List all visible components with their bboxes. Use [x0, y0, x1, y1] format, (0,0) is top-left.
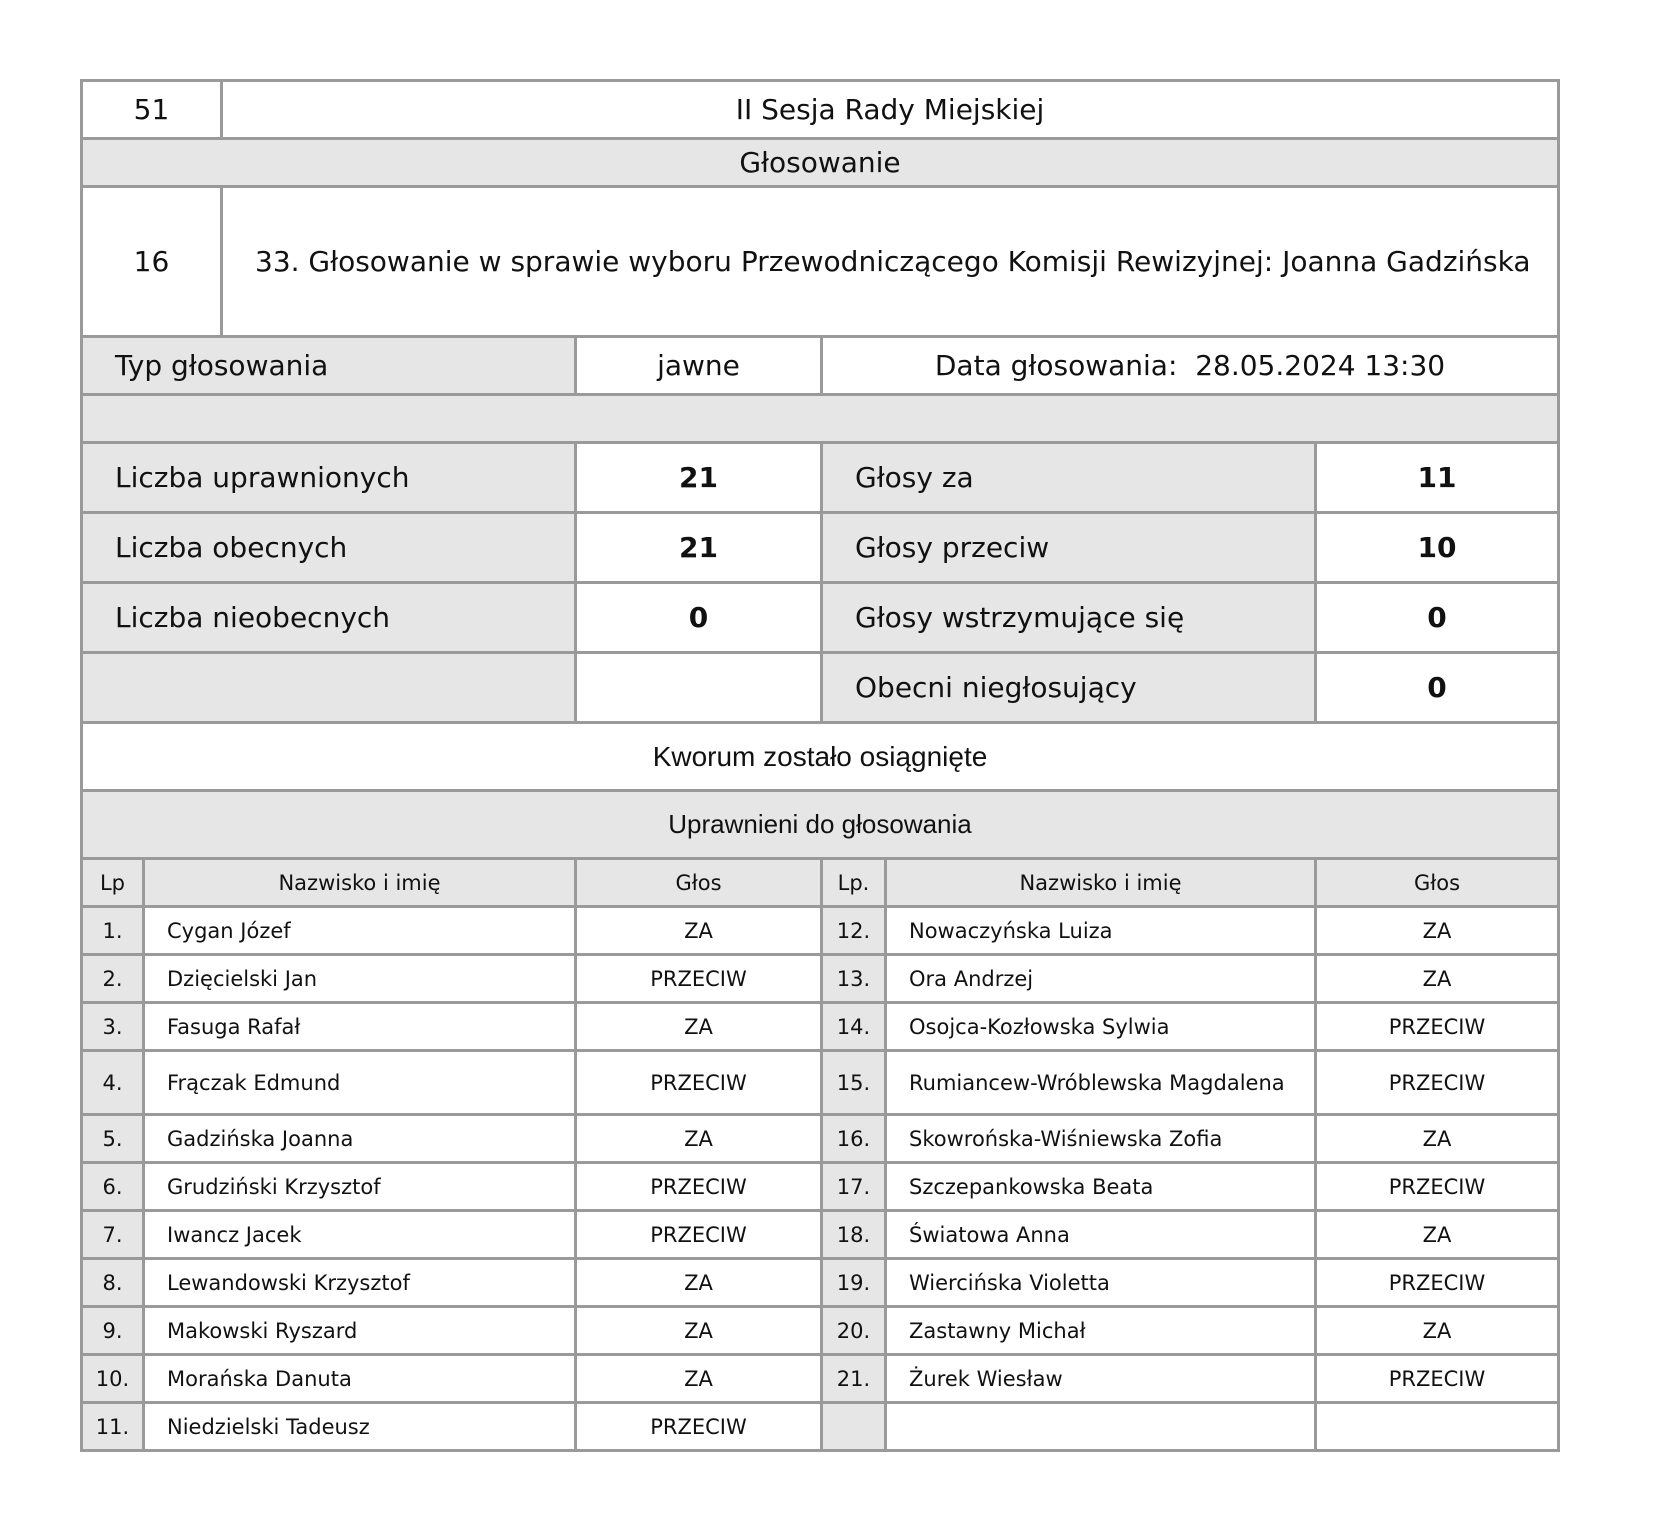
empty-cell [82, 653, 576, 723]
list-title: Uprawnieni do głosowania [82, 791, 1559, 859]
voter-lp: 11. [82, 1403, 144, 1451]
spacer-row [82, 395, 1559, 443]
voter-vote: ZA [1316, 907, 1559, 955]
voter-vote: ZA [576, 907, 822, 955]
voter-name: Makowski Ryszard [144, 1307, 576, 1355]
voter-lp: 8. [82, 1259, 144, 1307]
voter-vote: PRZECIW [1316, 1163, 1559, 1211]
voter-rows [82, 907, 1559, 1451]
voter-name: Żurek Wiesław [886, 1355, 1316, 1403]
voter-vote: PRZECIW [576, 1163, 822, 1211]
col-lp-left: Lp [82, 859, 144, 907]
voter-vote: ZA [576, 1259, 822, 1307]
absent-label: Liczba nieobecnych [82, 583, 576, 653]
session-title: II Sesja Rady Miejskiej [222, 81, 1559, 139]
table-row [82, 1163, 1559, 1211]
voter-lp: 1. [82, 907, 144, 955]
present-label: Liczba obecnych [82, 513, 576, 583]
voter-lp: 16. [822, 1115, 886, 1163]
empty-cell [576, 653, 822, 723]
table-row [82, 907, 1559, 955]
voter-vote: PRZECIW [1316, 1355, 1559, 1403]
votes-abstain-label: Głosy wstrzymujące się [822, 583, 1316, 653]
voter-vote: PRZECIW [1316, 1003, 1559, 1051]
voter-lp: 9. [82, 1307, 144, 1355]
voter-vote: PRZECIW [576, 1051, 822, 1115]
table-row [82, 1307, 1559, 1355]
col-vote-right: Głos [1316, 859, 1559, 907]
voter-lp: 18. [822, 1211, 886, 1259]
voter-name: Nowaczyńska Luiza [886, 907, 1316, 955]
voter-vote: ZA [1316, 1211, 1559, 1259]
voter-lp: 19. [822, 1259, 886, 1307]
voter-name: Morańska Danuta [144, 1355, 576, 1403]
nonvoting-value: 0 [1316, 653, 1559, 723]
vote-number: 16 [82, 187, 222, 337]
voter-lp: 13. [822, 955, 886, 1003]
vote-type-value: jawne [576, 337, 822, 395]
voter-lp: 14. [822, 1003, 886, 1051]
session-number: 51 [82, 81, 222, 139]
voter-name: Lewandowski Krzysztof [144, 1259, 576, 1307]
eligible-value: 21 [576, 443, 822, 513]
voter-name: Skowrońska-Wiśniewska Zofia [886, 1115, 1316, 1163]
voter-vote: ZA [576, 1307, 822, 1355]
voter-vote: PRZECIW [576, 955, 822, 1003]
votes-against-label: Głosy przeciw [822, 513, 1316, 583]
voter-vote: ZA [1316, 955, 1559, 1003]
voter-vote: ZA [576, 1003, 822, 1051]
section-label: Głosowanie [82, 139, 1559, 187]
session-header [80, 79, 1560, 338]
voters-header [82, 859, 1559, 907]
voter-name: Dzięcielski Jan [144, 955, 576, 1003]
table-row [82, 1051, 1559, 1115]
table-row [82, 955, 1559, 1003]
voter-vote: PRZECIW [576, 1211, 822, 1259]
vote-date [822, 337, 1559, 395]
table-row [82, 1211, 1559, 1259]
voter-vote: ZA [1316, 1307, 1559, 1355]
votes-for-value: 11 [1316, 443, 1559, 513]
voters-table [80, 857, 1560, 1452]
votes-abstain-value: 0 [1316, 583, 1559, 653]
voter-name: Szczepankowska Beata [886, 1163, 1316, 1211]
col-name-left: Nazwisko i imię [144, 859, 576, 907]
voter-name: Światowa Anna [886, 1211, 1316, 1259]
col-lp-right: Lp. [822, 859, 886, 907]
votes-for-label: Głosy za [822, 443, 1316, 513]
votes-against-value: 10 [1316, 513, 1559, 583]
voter-name: Fasuga Rafał [144, 1003, 576, 1051]
voter-name: Niedzielski Tadeusz [144, 1403, 576, 1451]
nonvoting-label: Obecni niegłosujący [822, 653, 1316, 723]
voter-lp: 6. [82, 1163, 144, 1211]
col-name-right: Nazwisko i imię [886, 859, 1316, 907]
voter-lp: 20. [822, 1307, 886, 1355]
voter-lp: 12. [822, 907, 886, 955]
voter-name: Zastawny Michał [886, 1307, 1316, 1355]
voter-name: Rumiancew-Wróblewska Magdalena [886, 1051, 1316, 1115]
voter-name: Wiercińska Violetta [886, 1259, 1316, 1307]
table-row [82, 1115, 1559, 1163]
voter-vote: PRZECIW [1316, 1051, 1559, 1115]
table-row [82, 1355, 1559, 1403]
voter-lp: 3. [82, 1003, 144, 1051]
voter-lp: 17. [822, 1163, 886, 1211]
voter-name: Osojca-Kozłowska Sylwia [886, 1003, 1316, 1051]
voter-lp: 5. [82, 1115, 144, 1163]
voter-name: Frączak Edmund [144, 1051, 576, 1115]
table-row [82, 1403, 1559, 1451]
quorum-status: Kworum zostało osiągnięte [82, 723, 1559, 791]
vote-type-label: Typ głosowania [82, 337, 576, 395]
absent-value: 0 [576, 583, 822, 653]
voting-report [80, 79, 1560, 1452]
voter-vote: ZA [576, 1115, 822, 1163]
vote-date-label: Data głosowania: [934, 349, 1178, 382]
voter-lp: 10. [82, 1355, 144, 1403]
voter-name: Cygan Józef [144, 907, 576, 955]
voter-name: Ora Andrzej [886, 955, 1316, 1003]
voter-name: Gadzińska Joanna [144, 1115, 576, 1163]
col-vote-left: Głos [576, 859, 822, 907]
voter-vote [1316, 1403, 1559, 1451]
voter-name [886, 1403, 1316, 1451]
voter-vote: ZA [576, 1355, 822, 1403]
voter-lp [822, 1403, 886, 1451]
voter-lp: 4. [82, 1051, 144, 1115]
voter-lp: 21. [822, 1355, 886, 1403]
vote-stats [80, 441, 1560, 860]
voter-name: Grudziński Krzysztof [144, 1163, 576, 1211]
voter-lp: 7. [82, 1211, 144, 1259]
voter-vote: PRZECIW [576, 1403, 822, 1451]
voter-lp: 2. [82, 955, 144, 1003]
voter-vote: ZA [1316, 1115, 1559, 1163]
voter-name: Iwancz Jacek [144, 1211, 576, 1259]
vote-subject: 33. Głosowanie w sprawie wyboru Przewodniczącego Komisji Rewizyjnej: Joanna Gadzińska [222, 187, 1559, 337]
vote-date-value: 28.05.2024 13:30 [1195, 349, 1446, 382]
table-row [82, 1003, 1559, 1051]
voter-vote: PRZECIW [1316, 1259, 1559, 1307]
eligible-label: Liczba uprawnionych [82, 443, 576, 513]
voter-lp: 15. [822, 1051, 886, 1115]
present-value: 21 [576, 513, 822, 583]
vote-meta [80, 335, 1560, 444]
table-row [82, 1259, 1559, 1307]
